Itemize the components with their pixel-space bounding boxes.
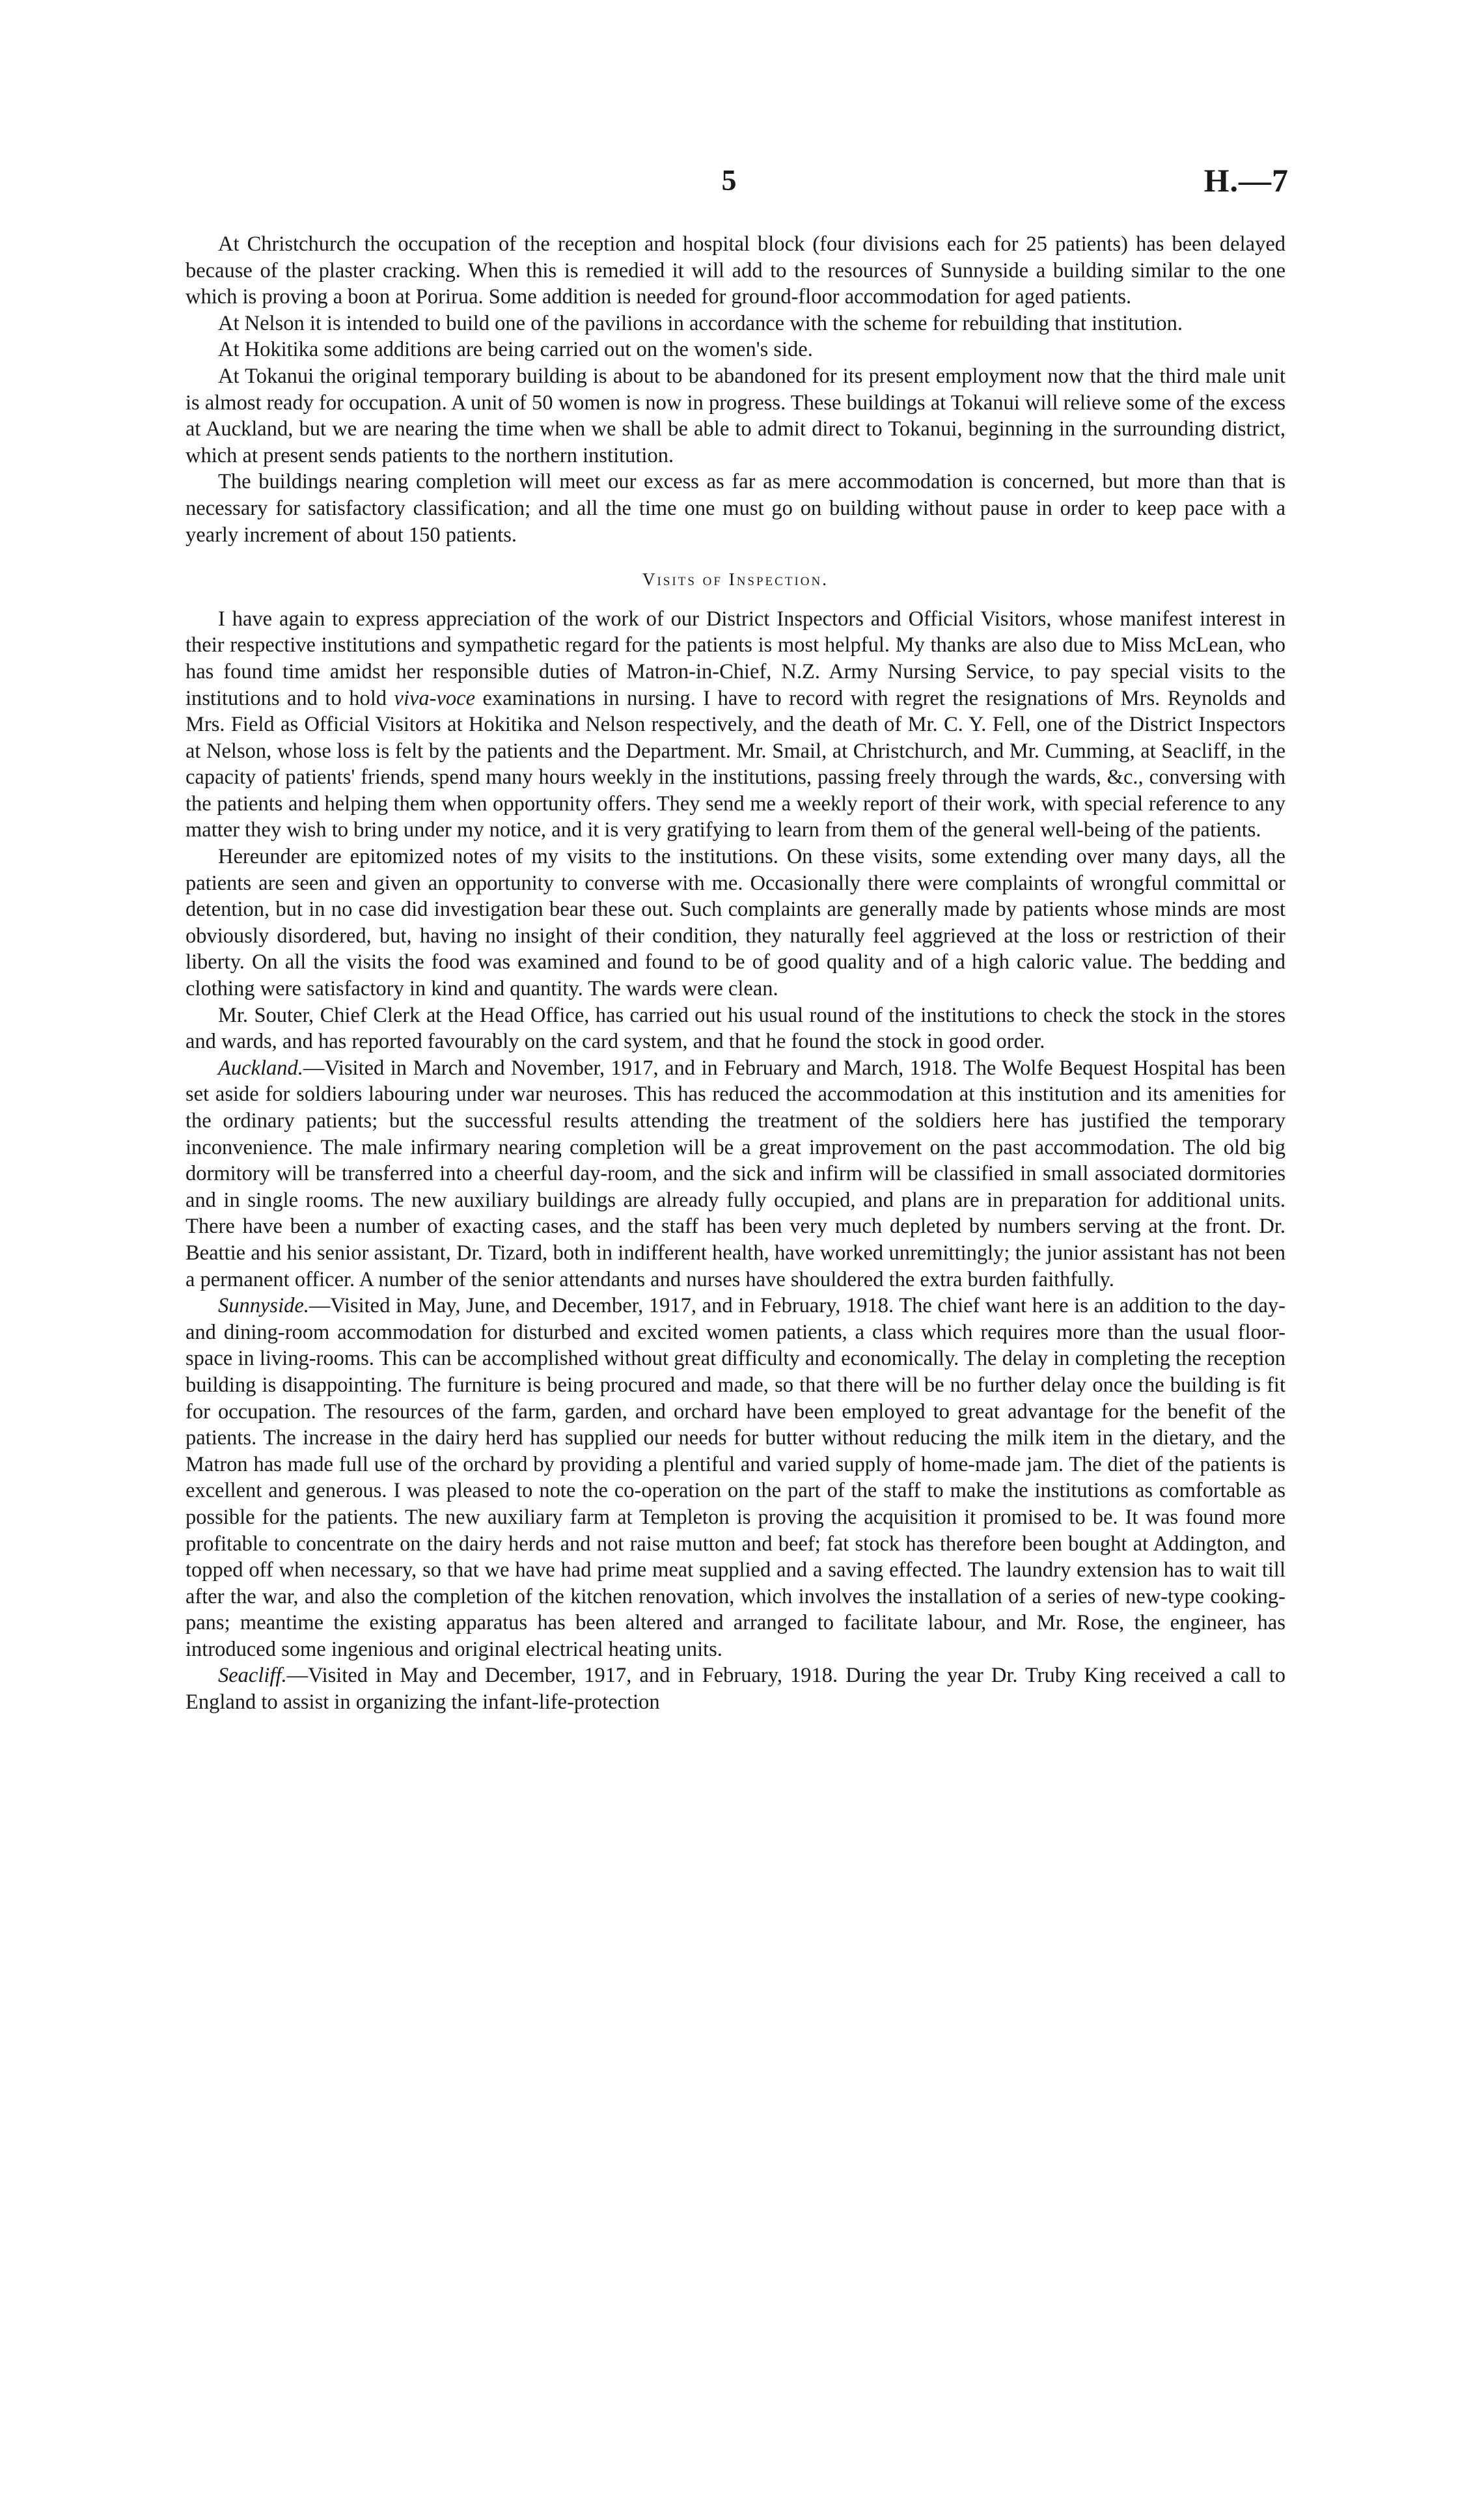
body-text <box>186 231 1285 1716</box>
paragraph-tokanui: At Tokanui the original temporary building is about to be abandoned for its present employment now that the third male unit is almost ready for occupation. A unit of 50 women is now in progress. These buildings at Tokanui will relieve some of the excess at Auckland, but we are nearing the time when we shall be able to admit direct to Tokanui, beginning in the surrounding district, which at present sends patients to the northern institution. <box>186 364 1285 467</box>
appreciation-italic-term: viva-voce <box>394 686 476 710</box>
paragraph-visit-notes: Hereunder are epitomized notes of my visits to the institutions. On these visits, some extending over many days, all the patients are seen and given an opportunity to converse with me. Occasionally there were complaints of wrongful committal or detention, but in no case did investigation bear these out. Such complaints are generally made by patients whose minds are most obviously disordered, but, having no insight of their condition, they naturally feel aggrieved at the loss or restriction of their liberty. On all the visits the food was examined and found to be of good quality and of a high caloric value. The bedding and clothing were satisfactory in kind and quantity. The wards were clean. <box>186 845 1285 1001</box>
institution-name-auckland: Auckland. <box>218 1056 303 1080</box>
paragraph-christchurch: At Christchurch the occupation of the reception and hospital block (four divisions each for 25 patients) has been delayed because of the plaster cracking. When this is remedied it will add to the resources of Sunnyside a building similar to the one which is proving a boon at Porirua. Some addition is needed for ground-floor accommodation for aged patients. <box>186 232 1285 309</box>
paragraph-buildings: The buildings nearing completion will meet our excess as far as mere accommodation is concerned, but more than that is necessary for satisfactory classification; and all the time one must go on building without pause in order to keep pace with a yearly increment of about 150 patients. <box>186 470 1285 547</box>
paragraph-auckland <box>186 1055 1285 1293</box>
appreciation-text-start: I have again to express appreciation of the work of our District Inspectors and Official Visitors, whose manifest interest in their respective institutions and sympathetic regard for the patients is most helpful. My thanks are also due to Miss McLean, who has found time amidst her responsible duties of Matron-in-Chief, N.Z. Army Nursing Service, to pay special visits to the institutions and to hold <box>186 607 1285 710</box>
paragraph-seacliff <box>186 1662 1285 1715</box>
paragraph-hokitika: At Hokitika some additions are being carried out on the women's side. <box>218 338 813 362</box>
institution-text-seacliff: —Visited in May and December, 1917, and in February, 1918. During the year Dr. Truby King received a call to England to assist in organizing the infant-life-protection <box>186 1664 1285 1714</box>
document-reference: H.—7 <box>1203 162 1289 199</box>
paragraph-appreciation <box>186 606 1285 844</box>
paragraph-nelson: At Nelson it is intended to build one of the pavilions in accordance with the scheme for rebuilding that institution. <box>218 311 1183 335</box>
section-heading-visits: Visits of Inspection. <box>642 570 829 590</box>
paragraph-stock-check: Mr. Souter, Chief Clerk at the Head Office, has carried out his usual round of the institutions to check the stock in the stores and wards, and has reported favourably on the card system, and that he found the stock in good order. <box>186 1003 1285 1054</box>
institution-text-auckland: —Visited in March and November, 1917, and in February and March, 1918. The Wolfe Bequest Hospital has been set aside for soldiers labouring under war neuroses. This has reduced the accommodation at this institution and its amenities for the ordinary patients; but the successful results attending the treatment of the soldiers here has justified the temporary inconvenience. The male infirmary nearing completion will be a great improvement on the past accommodation. The old big dormitory will be transferred into a cheerful day-room, and the sick and infirm will be classified in small associated dormitories and in single rooms. The new auxiliary buildings are already fully occupied, and plans are in preparation for additional units. There have been a number of exacting cases, and the staff has been very much depleted by numbers serving at the front. Dr. Beattie and his senior assistant, Dr. Tizard, both in indifferent health, have worked unremittingly; the junior assistant has not been a permanent officer. A number of the senior attendants and nurses have shouldered the extra burden faithfully. <box>186 1056 1285 1291</box>
institution-name-sunnyside: Sunnyside. <box>218 1294 309 1318</box>
appreciation-text-end: examinations in nursing. I have to record with regret the resignations of Mrs. Reynolds and Mrs. Field as Official Visitors at Hokitika and Nelson respectively, and the death of Mr. C. Y. Fell, one of the District Inspectors at Nelson, whose loss is felt by the patients and the Department. Mr. Smail, at Christchurch, and Mr. Cumming, at Seacliff, in the capacity of patients' friends, spend many hours weekly in the institutions, passing freely through the wards, &c., conversing with the patients and helping them when opportunity offers. They send me a weekly report of their work, with special reference to any matter they wish to bring under my notice, and it is very gratifying to learn from them of the general well-being of the patients. <box>186 686 1285 842</box>
institution-text-sunnyside: —Visited in May, June, and December, 1917, and in February, 1918. The chief want here is an addition to the day- and dining-room accommodation for disturbed and excited women patients, a class which requires more than the usual floor-space in living-rooms. This can be accomplished without great difficulty and economically. The delay in completing the reception building is disappointing. The furniture is being procured and made, so that there will be no further delay once the building is fit for occupation. The resources of the farm, garden, and orchard have been employed to great advantage for the benefit of the patients. The increase in the dairy herd has supplied our needs for butter without reducing the milk item in the dietary, and the Matron has made full use of the orchard by providing a plentiful and varied supply of home-made jam. The diet of the patients is excellent and generous. I was pleased to note the co-operation on the part of the staff to make the institutions as comfortable as possible for the patients. The new auxiliary farm at Templeton is proving the acquisition it promised to be. It was found more profitable to concentrate on the dairy herds and not raise mutton and beef; fat stock has therefore been bought at Addington, and topped off when necessary, so that we have had prime meat supplied and a saving effected. The laundry extension has to wait till after the war, and also the completion of the kitchen renovation, which involves the installation of a series of new-type cooking-pans; meantime the existing apparatus has been altered and arranged to facilitate labour, and Mr. Rose, the engineer, has introduced some ingenious and original electrical heating units. <box>186 1294 1285 1661</box>
paragraph-sunnyside <box>186 1293 1285 1662</box>
page-number: 5 <box>721 163 737 197</box>
institution-name-seacliff: Seacliff. <box>218 1664 287 1688</box>
